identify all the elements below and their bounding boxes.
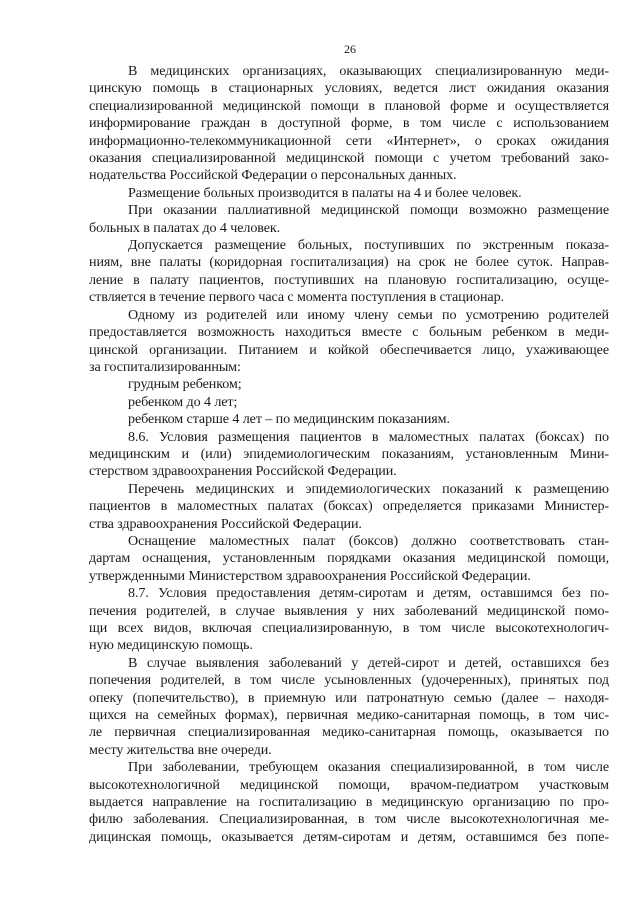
text-line: специализированной медицинской помощи в плановой форме и осуществляется xyxy=(89,97,609,114)
text-line: ную медицинскую помощь. xyxy=(89,637,253,654)
document-body xyxy=(89,63,609,846)
text-line: предоставляется возможность находиться вместе с больным ребенком в меди- xyxy=(89,324,609,341)
text-line: ребенком до 4 лет; xyxy=(128,393,238,410)
text-line: ства здравоохранения Российской Федерации. xyxy=(89,515,362,532)
page-number: 26 xyxy=(344,42,356,56)
text-line: При заболевании, требующем оказания специализированной, в том числе xyxy=(128,759,609,776)
text-line: информационно-телекоммуникационной сети «Интернет», о сроках ожидания xyxy=(89,132,609,149)
text-line: Размещение больных производится в палаты на 4 и более человек. xyxy=(128,184,522,201)
text-line: ствляется в течение первого часа с момента поступления в стационар. xyxy=(89,289,504,306)
text-line: Перечень медицинских и эпидемиологических показаний к размещению xyxy=(128,480,609,497)
text-line: попечения родителей, в том числе усыновленных (удочеренных), принятых под xyxy=(89,672,609,689)
text-line: пациентов в маломестных палатах (боксах) определяется приказами Министер- xyxy=(89,498,609,515)
text-line: 8.7. Условия предоставления детям-сиротам и детям, оставшимся без по- xyxy=(128,585,609,602)
text-line: ле первичная специализированная медико-санитарная помощь, оказывается по xyxy=(89,724,609,741)
text-line: медицинским и (или) эпидемиологическим показаниям, установленным Мини- xyxy=(89,445,609,462)
text-line: Одному из родителей или иному члену семьи по усмотрению родителей xyxy=(128,306,609,323)
text-line: ниям, вне палаты (коридорная госпитализация) на срок не более суток. Направ- xyxy=(89,254,609,271)
text-line: нодательства Российской Федерации о персональных данных. xyxy=(89,167,457,184)
text-line: опеку (попечительство), в приемную или патронатную семью (далее – находя- xyxy=(89,689,609,706)
text-line: цинской организации. Питанием и койкой обеспечивается лицо, ухаживающее xyxy=(89,341,609,358)
text-line: грудным ребенком; xyxy=(128,376,242,393)
text-line: При оказании паллиативной медицинской помощи возможно размещение xyxy=(128,202,609,219)
text-line: высокотехнологичной медицинской помощи, врачом-педиатром участковым xyxy=(89,776,609,793)
text-line: месту жительства вне очереди. xyxy=(89,741,272,758)
text-line: дартам оснащения, установленным порядками оказания медицинской помощи, xyxy=(89,550,609,567)
text-line: дицинская помощь, оказывается детям-сиротам и детям, оставшимся без попе- xyxy=(89,828,609,845)
text-line: оказания специализированной медицинской помощи с учетом требований зако- xyxy=(89,150,609,167)
text-line: за госпитализированным: xyxy=(89,358,241,375)
text-line: филю заболевания. Специализированная, в том числе высокотехнологичная ме- xyxy=(89,811,609,828)
text-line: В случае выявления заболеваний у детей-сирот и детей, оставшихся без xyxy=(128,654,609,671)
text-line: щихся на семейных формах), первичная медико-санитарная помощь, в том чис- xyxy=(89,707,609,724)
text-line: 8.6. Условия размещения пациентов в маломестных палатах (боксах) по xyxy=(128,428,609,445)
text-line: печения родителей, в случае выявления у них заболеваний медицинской помо- xyxy=(89,602,609,619)
text-line: Оснащение маломестных палат (боксов) должно соответствовать стан- xyxy=(128,532,609,549)
text-line: больных в палатах до 4 человек. xyxy=(89,219,281,236)
text-line: стерством здравоохранения Российской Федерации. xyxy=(89,463,397,480)
text-line: выдается направление на госпитализацию в медицинскую организацию по про- xyxy=(89,794,609,811)
text-line: утвержденными Министерством здравоохранения Российской Федерации. xyxy=(89,567,531,584)
text-line: цинскую помощь в стационарных условиях, ведется лист ожидания оказания xyxy=(89,80,609,97)
text-line: информирование граждан в доступной форме, в том числе с использованием xyxy=(89,115,609,132)
text-line: ребенком старше 4 лет – по медицинским показаниям. xyxy=(128,411,450,428)
text-line: щи всех видов, включая специализированную, в том числе высокотехнологич- xyxy=(89,620,609,636)
text-line: В медицинских организациях, оказывающих специализированную меди- xyxy=(128,63,609,79)
text-line: ление в палату пациентов, поступивших на плановую госпитализацию, осуще- xyxy=(89,271,609,288)
text-line: Допускается размещение больных, поступивших по экстренным показа- xyxy=(128,237,609,254)
